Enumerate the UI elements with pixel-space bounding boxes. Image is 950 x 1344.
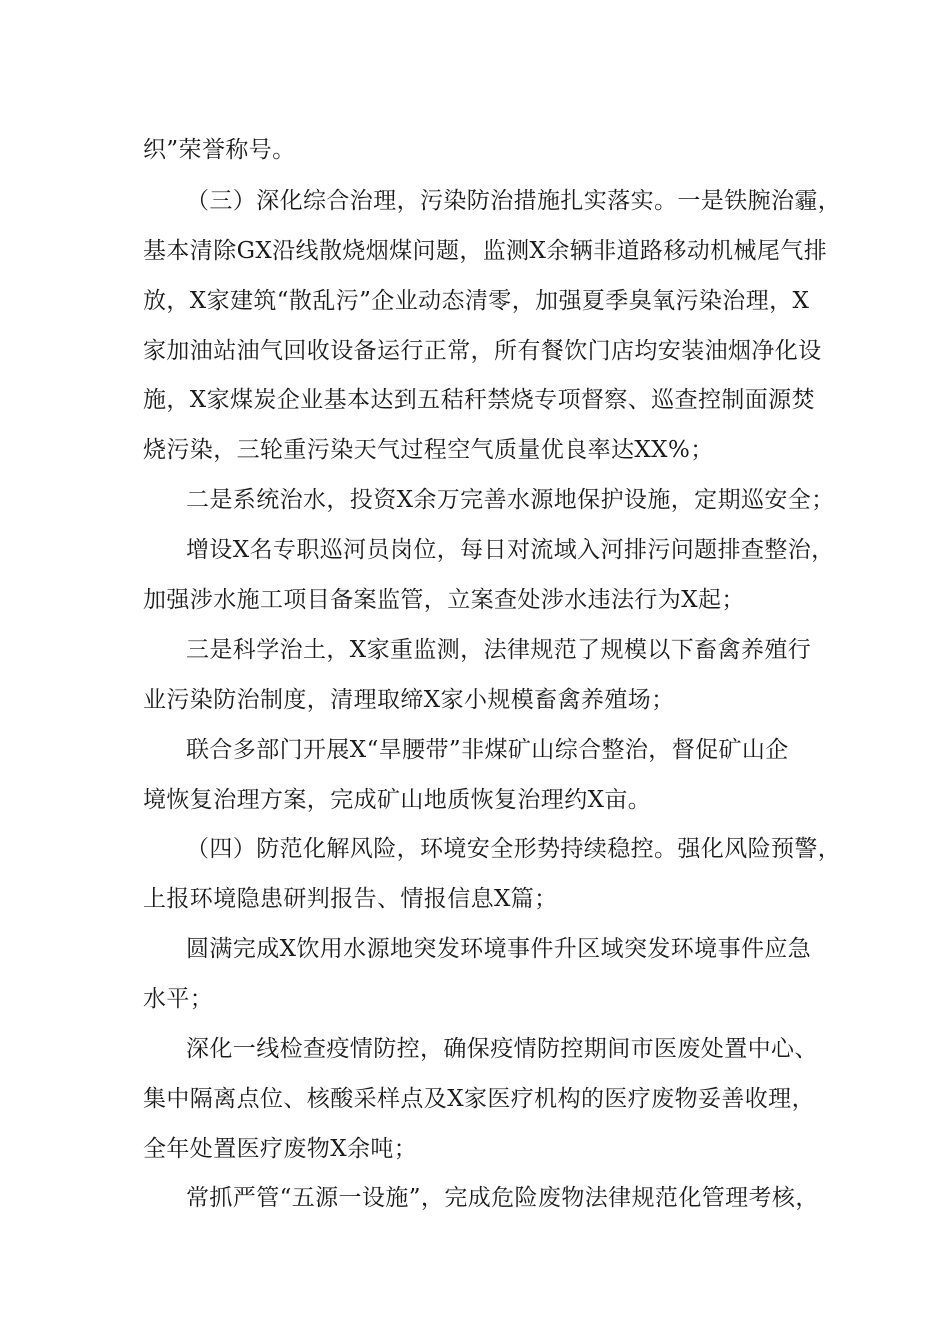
text-line-16: 上报环境隐患研判报告、情报信息X篇；: [143, 886, 558, 912]
text-line-15: （四）防范化解风险，环境安全形势持续稳控。强化风险预警，: [186, 836, 842, 862]
text-line-14: 境恢复治理方案，完成矿山地质恢复治理约X亩。: [143, 787, 652, 813]
text-line-2: （三）深化综合治理，污染防治措施扎实落实。一是铁腕治霾，: [186, 188, 842, 214]
text-line-8: 二是系统治水，投资X余万完善水源地保护设施，定期巡安全；: [186, 487, 835, 513]
text-line-11: 三是科学治土，X家重监测，法律规范了规模以下畜禽养殖行: [186, 637, 812, 663]
text-line-19: 深化一线检查疫情防控，确保疫情防控期间市医废处置中心、: [186, 1036, 818, 1062]
text-line-21: 全年处置医疗废物X余吨；: [143, 1136, 418, 1162]
text-line-10: 加强涉水施工项目备案监管，立案查处涉水违法行为X起；: [143, 587, 745, 613]
text-line-12: 业污染防治制度，清理取缔X家小规模畜禽养殖场；: [143, 687, 675, 713]
text-line-18: 水平；: [143, 986, 214, 1012]
text-line-9: 增设X名专职巡河员岗位，每日对流域入河排污问题排查整治，: [186, 537, 835, 563]
text-line-6: 施，X家煤炭企业基本达到五秸秆禁烧专项督察、巡查控制面源焚: [143, 387, 815, 413]
text-line-3: 基本清除GX沿线散烧烟煤问题，监测X余辆非道路移动机械尾气排: [143, 238, 828, 264]
text-line-4: 放，X家建筑“散乱污”企业动态清零，加强夏季臭氧污染治理，X: [143, 288, 810, 314]
text-line-1: 织”荣誉称号。: [143, 137, 296, 163]
text-line-17: 圆满完成X饮用水源地突发环境事件升区域突发环境事件应急: [186, 936, 812, 962]
text-line-13: 联合多部门开展X“旱腰带”非煤矿山综合整治，督促矿山企: [186, 737, 789, 763]
text-line-5: 家加油站油气回收设备运行正常，所有餐饮门店均安装油烟净化设: [143, 338, 822, 364]
text-line-20: 集中隔离点位、核酸采样点及X家医疗机构的医疗废物妥善收理，: [143, 1086, 815, 1112]
text-line-22: 常抓严管“五源一设施”，完成危险废物法律规范化管理考核，: [186, 1185, 819, 1211]
text-line-7: 烧污染，三轮重污染天气过程空气质量优良率达XX%；: [143, 437, 714, 463]
